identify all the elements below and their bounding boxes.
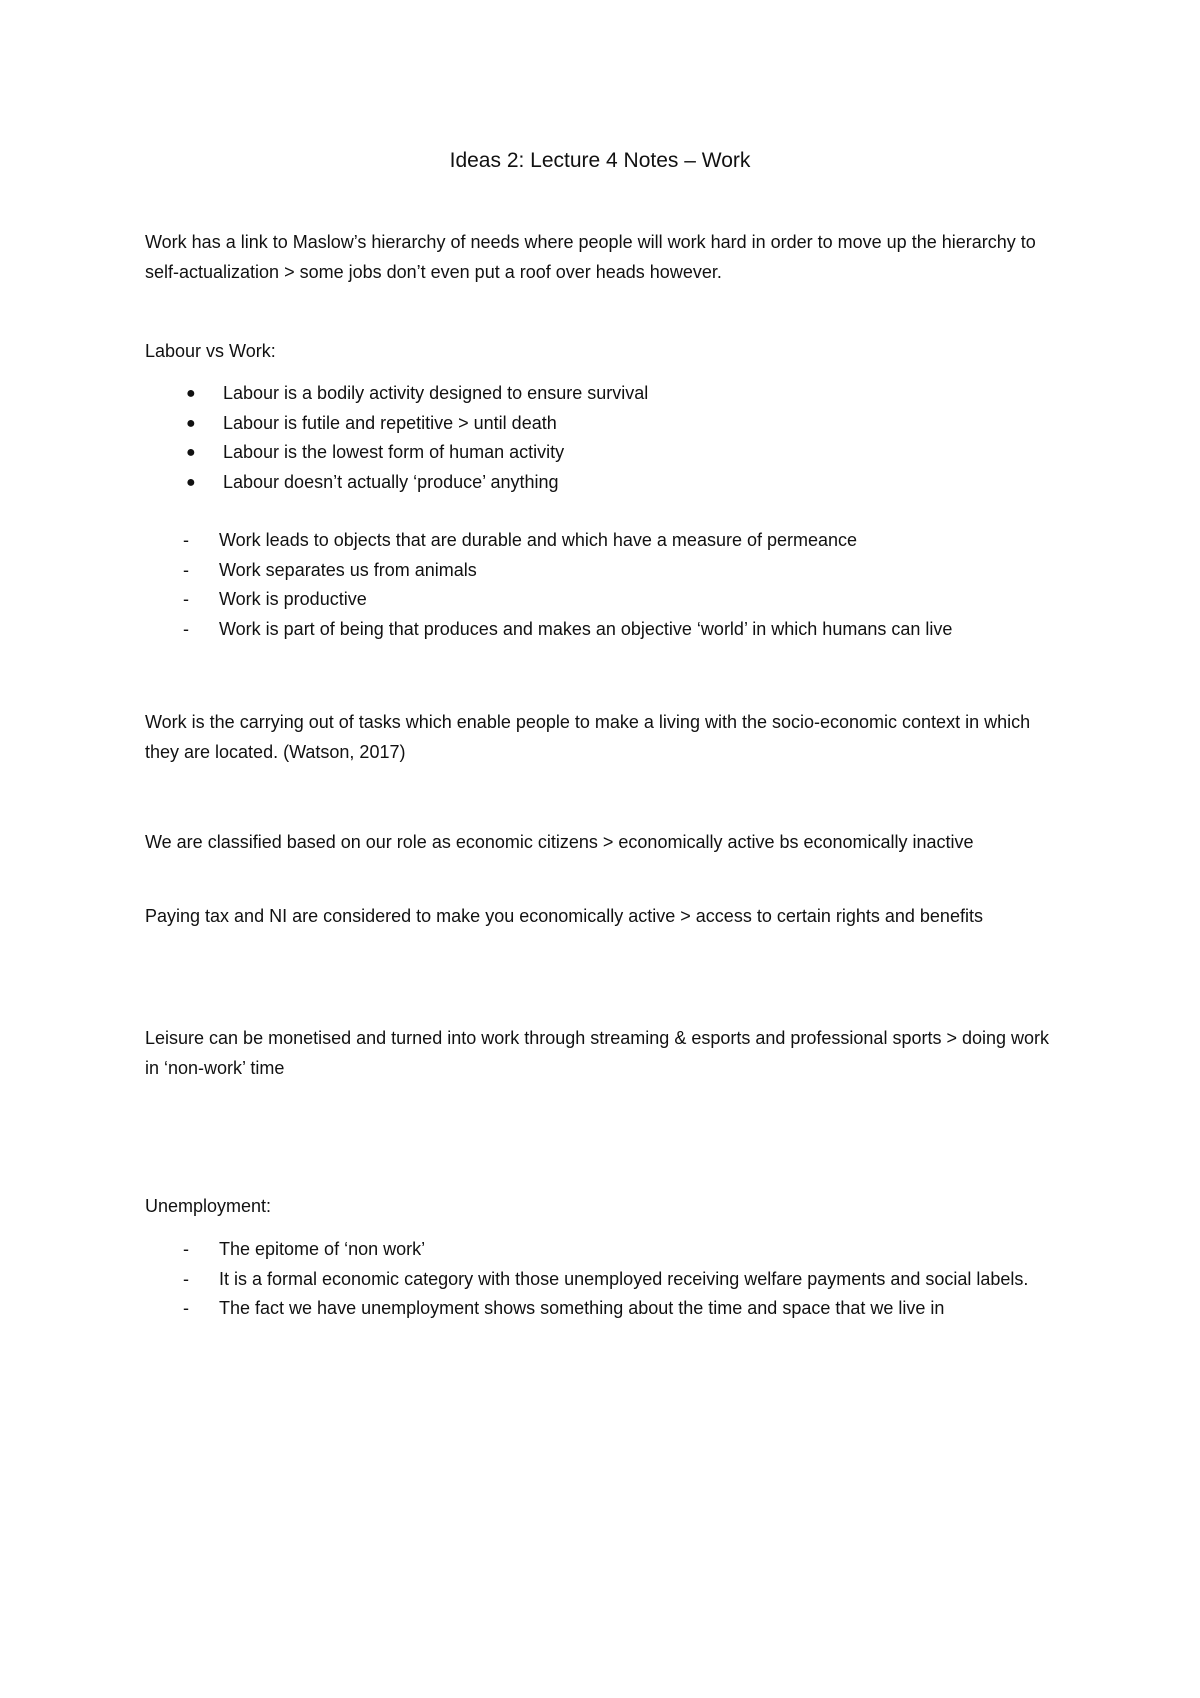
bullet-icon: ● [186,414,196,432]
list-item [145,468,1065,498]
list-item-text: Work leads to objects that are durable and which have a measure of permeance [219,530,858,550]
list-item [145,585,1065,615]
leisure-paragraph: Leisure can be monetised and turned into work through streaming & esports and professional sports > doing work in ‘non-work’ time [145,1028,1050,1078]
unemployment-heading: Unemployment: [145,1196,272,1216]
list-item-text: Labour doesn’t actually ‘produce’ anything [223,471,559,492]
dash-icon: - [183,1239,189,1259]
list-item-text: The epitome of ‘non work’ [219,1239,426,1259]
labour-bullet-list [145,379,1065,497]
list-item-text: The fact we have unemployment shows something about the time and space that we live in [219,1298,945,1318]
list-item-text: Labour is the lowest form of human activity [223,442,565,462]
list-item [145,438,1065,468]
intro-paragraph: Work has a link to Maslow’s hierarchy of needs where people will work hard in order to move up the hierarchy to self-actualization > some jobs don’t even put a roof over heads however. [145,232,1036,282]
list-item [145,526,1065,556]
dash-icon: - [183,1298,189,1318]
list-item [145,556,1065,586]
dash-icon: - [183,1268,189,1289]
bullet-icon: ● [186,444,196,461]
work-definition-paragraph: Work is the carrying out of tasks which enable people to make a living with the socio-economic context in which they are located. (Watson, 2017) [145,712,1031,762]
labour-vs-work-heading: Labour vs Work: [145,341,276,361]
list-item-text: Labour is futile and repetitive > until death [223,412,557,433]
list-item-text: Labour is a bodily activity designed to ensure survival [223,383,649,403]
work-dash-list [145,526,1065,644]
list-item [145,615,1065,645]
page-title: Ideas 2: Lecture 4 Notes – Work [449,149,751,172]
dash-icon: - [183,618,189,639]
list-item [145,379,1065,409]
dash-icon: - [183,530,189,550]
bullet-icon: ● [186,473,196,491]
tax-paragraph: Paying tax and NI are considered to make you economically active > access to certain rights and benefits [145,906,983,926]
list-item-text: It is a formal economic category with those unemployed receiving welfare payments and social labels. [219,1268,1029,1289]
list-item-text: Work separates us from animals [219,559,477,580]
list-item-text: Work is productive [219,589,367,609]
unemployment-dash-list [145,1235,1065,1324]
list-item-text: Work is part of being that produces and makes an objective ‘world’ in which humans can live [219,618,953,639]
bullet-icon: ● [186,385,196,402]
dash-icon: - [183,589,189,609]
list-item [145,1235,1065,1265]
list-item [145,1294,1065,1324]
list-item [145,409,1065,439]
classification-paragraph: We are classified based on our role as economic citizens > economically active bs economically inactive [145,832,974,852]
dash-icon: - [183,559,189,580]
list-item [145,1265,1065,1295]
